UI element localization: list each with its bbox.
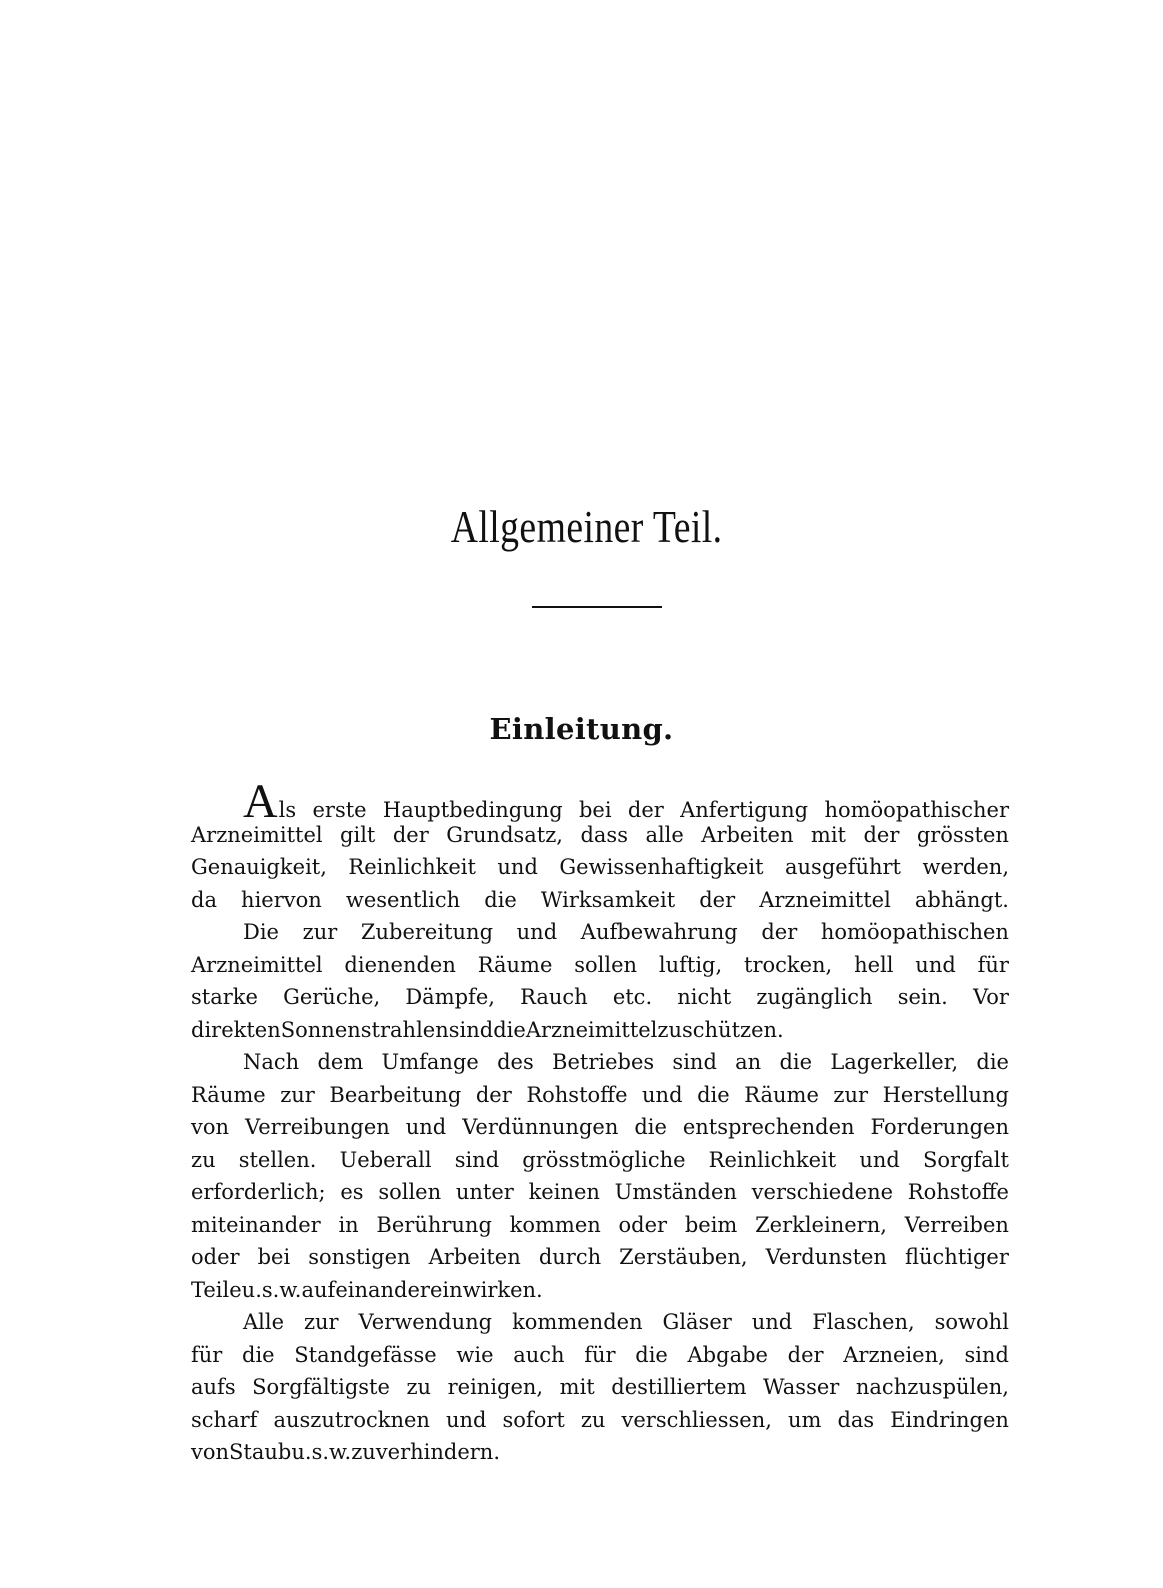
word: direkten <box>191 1017 281 1042</box>
word: und <box>751 1310 793 1334</box>
word: zugänglich <box>756 985 873 1009</box>
word: scharf <box>191 1407 258 1432</box>
word: beim <box>684 1212 738 1237</box>
text-line <box>191 1436 1009 1469</box>
word: sind <box>448 1017 494 1042</box>
word: grössten <box>916 822 1009 847</box>
word: zu <box>351 1440 376 1464</box>
word: miteinander <box>191 1212 321 1237</box>
word: s. <box>261 1277 280 1302</box>
drop-cap: A <box>243 775 278 828</box>
word: die <box>493 1017 526 1042</box>
word: Verdünnungen <box>462 1115 619 1139</box>
title-divider <box>532 606 662 608</box>
word: sind <box>964 1342 1009 1367</box>
word: erste <box>312 798 367 822</box>
word: Staub <box>229 1440 292 1464</box>
word: Forderungen <box>870 1115 1009 1139</box>
word: die <box>976 1050 1009 1074</box>
word: starke <box>191 985 258 1009</box>
word: Zerkleinern, <box>755 1212 887 1237</box>
word: homöopathischer <box>824 798 1009 822</box>
text-line <box>191 1274 1009 1307</box>
word: zu <box>406 1375 432 1399</box>
word: abhängt. <box>914 887 1009 912</box>
word: für <box>584 1342 616 1367</box>
word: in <box>338 1212 359 1237</box>
word: flüchtiger <box>905 1245 1009 1269</box>
word: hell <box>854 952 894 977</box>
text-line <box>191 949 1009 982</box>
word: für <box>191 1342 223 1367</box>
text-line <box>191 1241 1009 1274</box>
word: Arzneimittel <box>759 887 891 912</box>
word: Reinlichkeit <box>348 855 476 879</box>
word: s. <box>311 1440 330 1464</box>
text-line <box>191 1209 1009 1242</box>
word: es <box>340 1180 364 1204</box>
word: unter <box>455 1180 514 1204</box>
word: Lagerkeller, <box>830 1050 959 1074</box>
word: Arzneimittel <box>191 952 323 977</box>
word: trocken, <box>744 952 833 977</box>
word: der <box>863 822 900 847</box>
word: zur <box>280 1082 315 1107</box>
word: Vor <box>972 985 1009 1009</box>
word: Berührung <box>376 1212 492 1237</box>
text-line <box>191 1111 1009 1144</box>
word: Teile <box>191 1277 242 1302</box>
word: des <box>497 1050 534 1074</box>
word: wesentlich <box>345 887 461 912</box>
word: u. <box>241 1277 262 1302</box>
word: von <box>191 1440 230 1464</box>
word: sein. <box>897 985 948 1009</box>
word: Aufbewahrung <box>580 920 738 944</box>
word: der <box>787 1342 824 1367</box>
word: Eindringen <box>890 1407 1009 1432</box>
text-line <box>191 1306 1009 1339</box>
word: und <box>516 920 558 944</box>
word: sofort <box>502 1407 565 1432</box>
word: sollen <box>378 1180 442 1204</box>
word: Bearbeitung <box>329 1082 462 1107</box>
text-line <box>191 1404 1009 1437</box>
word: gilt <box>340 822 376 847</box>
word: Standgefässe <box>294 1342 437 1367</box>
word: das <box>837 1407 875 1432</box>
word: Rohstoffe <box>526 1082 628 1107</box>
word: der <box>627 798 664 822</box>
word: Gewissenhaftigkeit <box>559 855 764 879</box>
word: Herstellung <box>882 1082 1009 1107</box>
word: um <box>787 1407 822 1432</box>
word: Zerstäuben, <box>619 1245 748 1269</box>
text-line <box>191 1079 1009 1112</box>
word: die <box>484 887 517 912</box>
word: bei <box>578 798 612 822</box>
word: zu <box>191 1147 216 1172</box>
word: und <box>497 855 538 879</box>
word: Abgabe <box>687 1342 768 1367</box>
word: sowohl <box>934 1310 1009 1334</box>
word: Sorgfältigste <box>252 1375 390 1399</box>
text-line <box>191 819 1009 852</box>
word: nachzuspülen, <box>855 1375 1009 1399</box>
word: Rohstoffe <box>907 1180 1009 1204</box>
word: Betriebes <box>552 1050 655 1074</box>
word: und <box>642 1082 683 1107</box>
text-line <box>191 1014 1009 1047</box>
word: die <box>242 1342 275 1367</box>
word: zur <box>833 1082 869 1107</box>
word: mit <box>810 822 846 847</box>
text-line <box>191 851 1009 884</box>
word: hiervon <box>241 887 322 912</box>
word: auch <box>513 1342 565 1367</box>
word: dass <box>580 822 628 847</box>
word: durch <box>538 1245 602 1269</box>
section-heading: Einleitung. <box>489 712 674 746</box>
word: an <box>735 1050 762 1074</box>
word: zu <box>657 1017 682 1042</box>
word: grösstmögliche <box>522 1147 686 1172</box>
word: Wasser <box>763 1375 840 1399</box>
word: zur <box>303 1310 339 1334</box>
word: Arbeiten <box>701 822 794 847</box>
word: Gerüche, <box>283 985 381 1009</box>
word: sollen <box>574 952 638 977</box>
word: der <box>392 822 429 847</box>
text-line <box>191 1371 1009 1404</box>
word: schützen. <box>682 1017 784 1042</box>
word: bei <box>257 1245 291 1269</box>
word: und <box>915 952 956 977</box>
word: Verreiben <box>904 1212 1009 1237</box>
word: erforderlich; <box>191 1180 326 1204</box>
word: homöopathischen <box>820 920 1009 944</box>
text-line <box>191 1339 1009 1372</box>
word: mit <box>559 1375 595 1399</box>
body-text <box>191 775 1009 1469</box>
word: einander <box>335 1277 430 1302</box>
word: u. <box>291 1440 312 1464</box>
word: Reinlichkeit <box>708 1147 837 1172</box>
word: verhindern. <box>375 1440 501 1464</box>
word: die <box>634 1115 667 1139</box>
word: reinigen, <box>447 1375 544 1399</box>
word: der <box>699 887 736 912</box>
word: kommenden <box>512 1310 643 1334</box>
word: Nach <box>243 1050 300 1074</box>
word: sonstigen <box>308 1245 411 1269</box>
word: auf <box>301 1277 336 1302</box>
word: Verwendung <box>358 1310 493 1334</box>
text-line <box>191 916 1009 949</box>
word: ausgeführt <box>785 855 901 879</box>
word: Alle <box>243 1310 285 1334</box>
word: alle <box>645 822 684 847</box>
word: auszutrocknen <box>273 1407 430 1432</box>
text-line <box>191 1144 1009 1177</box>
word: Rauch <box>520 985 588 1009</box>
word: nicht <box>677 985 732 1009</box>
word: dienenden <box>344 952 456 977</box>
word: sind <box>454 1147 500 1172</box>
word: Anfertigung <box>680 798 809 822</box>
word: und <box>445 1407 487 1432</box>
word: Räume <box>744 1082 819 1107</box>
word: stellen. <box>238 1147 317 1172</box>
word: Die <box>243 920 279 944</box>
word: Sorgfalt <box>922 1147 1009 1172</box>
word: Hauptbedingung <box>382 798 563 822</box>
part-title: Allgemeiner Teil. <box>450 501 723 552</box>
word: w. <box>279 1277 302 1302</box>
word: Umständen <box>614 1180 737 1204</box>
text-line <box>191 1176 1009 1209</box>
word: die <box>779 1050 813 1074</box>
word: aufs <box>191 1375 236 1399</box>
word: keinen <box>528 1180 600 1204</box>
word: Ueberall <box>339 1147 432 1172</box>
word: verschiedene <box>751 1180 894 1204</box>
word: Wirksamkeit <box>540 887 676 912</box>
word: kommen <box>509 1212 601 1237</box>
word: Grundsatz, <box>446 822 563 847</box>
word: die <box>697 1082 730 1107</box>
word: Dämpfe, <box>405 985 495 1009</box>
text-line <box>191 1046 1009 1079</box>
word: und <box>405 1115 447 1139</box>
word: Gläser <box>662 1310 732 1334</box>
word: Arzneimittel <box>191 822 323 847</box>
word: Verdunsten <box>765 1245 887 1269</box>
text-line <box>191 775 1009 828</box>
word: oder <box>191 1245 240 1269</box>
word: entsprechenden <box>682 1115 855 1139</box>
word: Genauigkeit, <box>191 855 327 879</box>
text-line <box>191 981 1009 1014</box>
text-line <box>191 884 1009 917</box>
word: Flaschen, <box>812 1310 915 1334</box>
word: verschliessen, <box>621 1407 772 1432</box>
word: werden, <box>922 855 1009 879</box>
word: Verreibungen <box>245 1115 390 1139</box>
word: Arzneien, <box>843 1342 945 1367</box>
word: Umfange <box>381 1050 479 1074</box>
word: und <box>859 1147 900 1172</box>
word-rest: ls <box>278 798 297 822</box>
word: Räume <box>191 1082 266 1107</box>
word: dem <box>317 1050 364 1074</box>
word: w. <box>329 1440 352 1464</box>
word: der <box>475 1082 512 1107</box>
word: zur <box>302 920 338 944</box>
word: da <box>191 887 217 912</box>
word: etc. <box>612 985 653 1009</box>
word: Arzneimittel <box>525 1017 658 1042</box>
word: für <box>977 952 1009 977</box>
word: destilliertem <box>611 1375 747 1399</box>
word: Sonnenstrahlen <box>280 1017 449 1042</box>
word: wie <box>456 1342 494 1367</box>
word: luftig, <box>658 952 723 977</box>
word: Arbeiten <box>428 1245 521 1269</box>
word: Räume <box>477 952 553 977</box>
word: Zubereitung <box>360 920 494 944</box>
word: sind <box>672 1050 717 1074</box>
word: einwirken. <box>429 1277 543 1302</box>
word: oder <box>618 1212 668 1237</box>
word: die <box>635 1342 668 1367</box>
word: zu <box>580 1407 606 1432</box>
word: von <box>191 1115 230 1139</box>
word: der <box>761 920 798 944</box>
